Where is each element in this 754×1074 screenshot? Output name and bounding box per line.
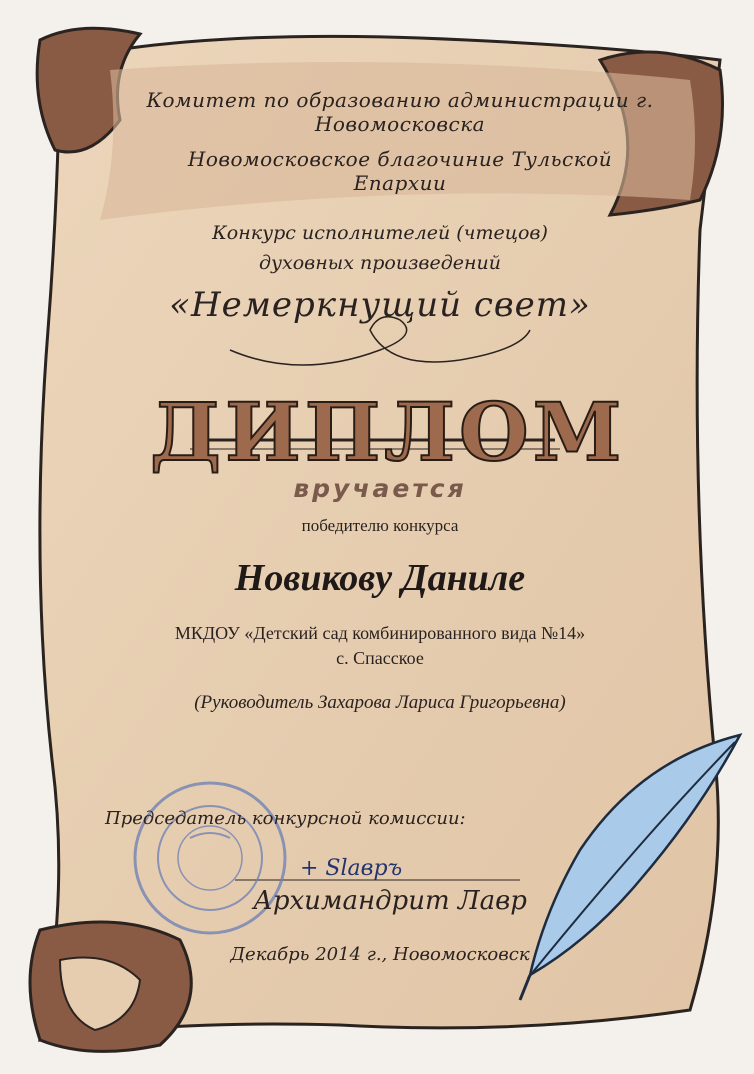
village-name: с. Спасское — [336, 648, 424, 668]
awarded-text: вручается — [293, 474, 467, 503]
recipient-name: Новикову Даниле — [234, 557, 526, 599]
winner-line: победителю конкурса — [301, 516, 459, 535]
organizer-committee: Комитет по образованию администрации г. Новомосковска — [146, 88, 654, 136]
commission-chair-label: Председатель конкурсной комиссии: — [105, 808, 466, 829]
contest-line-1: Конкурс исполнителей (чтецов) — [212, 222, 548, 244]
contest-line-2: духовных произведений — [258, 252, 502, 274]
organizer-deanery: Новомосковское благочиние Тульской Епархии — [187, 147, 613, 195]
signer-name: Архимандрит Лавр — [253, 886, 527, 916]
handwritten-signature: + Slавръ — [300, 856, 403, 881]
supervisor-name: (Руководитель Захарова Лариса Григорьевна) — [194, 692, 566, 713]
contest-name: «Немеркнущий свет» — [169, 285, 591, 325]
diploma-title: ДИПЛОМ — [150, 385, 626, 479]
date-place: Декабрь 2014 г., Новомосковск — [230, 944, 530, 965]
institution-name: МКДОУ «Детский сад комбинированного вида №14» — [174, 623, 586, 643]
